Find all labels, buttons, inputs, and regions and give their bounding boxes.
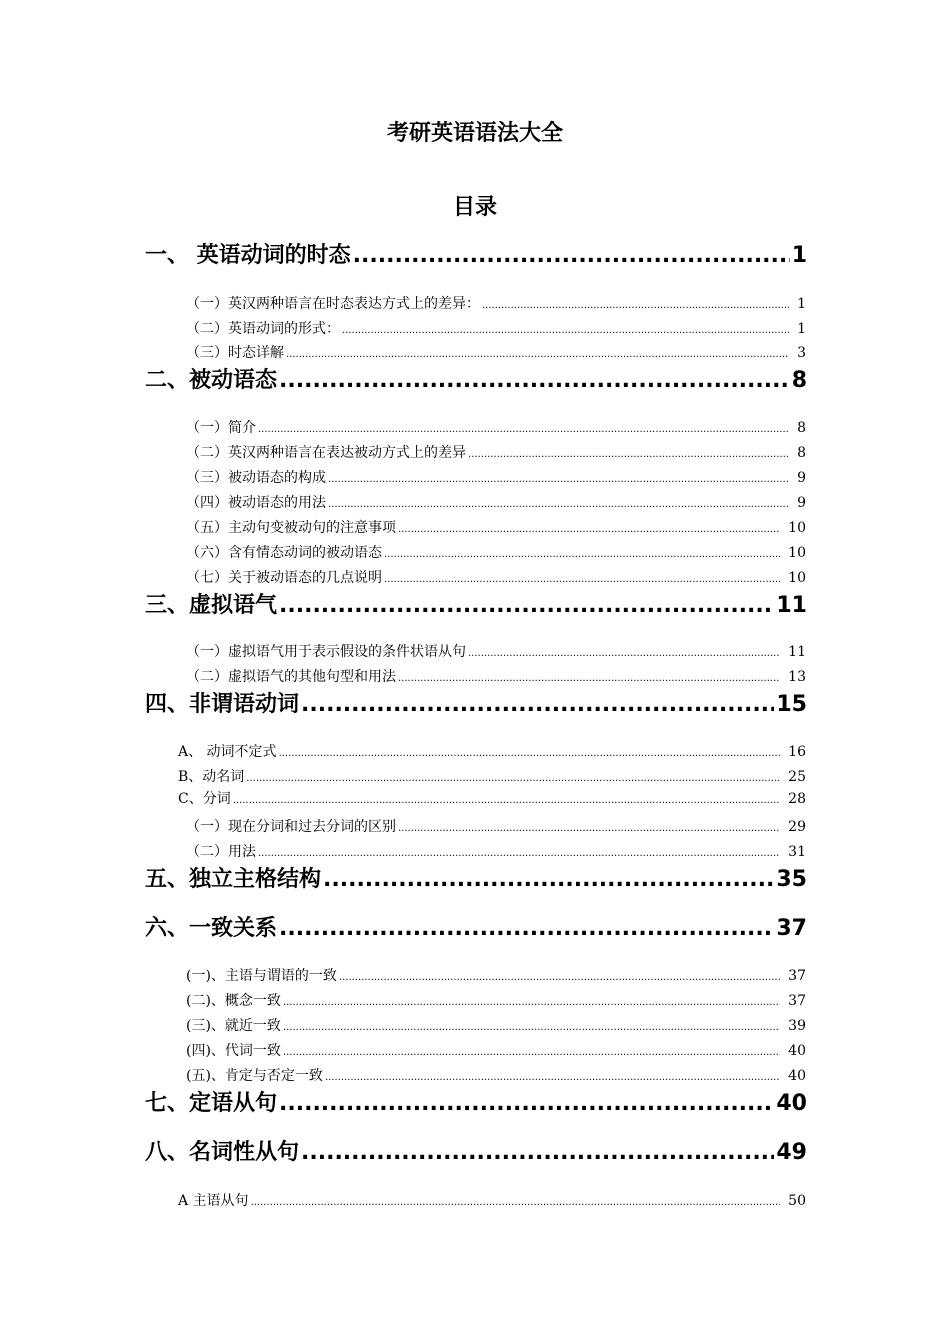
dot-leader bbox=[353, 243, 790, 268]
toc-entry-subsection[interactable] bbox=[186, 965, 806, 985]
toc-entry-subsection[interactable] bbox=[186, 1015, 806, 1035]
toc-entry-subsection[interactable] bbox=[186, 641, 806, 661]
toc-page-number: 10 bbox=[788, 520, 806, 536]
dot-leader bbox=[325, 1072, 780, 1083]
toc-page-number: 9 bbox=[797, 495, 806, 511]
toc-entry-subsection[interactable] bbox=[186, 841, 806, 861]
toc-entry-label: 八、名词性从句 bbox=[145, 1140, 300, 1165]
document-title: 考研英语语法大全 bbox=[386, 121, 563, 146]
toc-page-number: 40 bbox=[776, 1091, 807, 1116]
toc-entry-label: （六）含有情态动词的被动语态 bbox=[186, 545, 382, 561]
toc-entry-label: A 主语从句 bbox=[178, 1193, 249, 1209]
dot-leader bbox=[279, 593, 774, 618]
dot-leader bbox=[342, 325, 789, 336]
toc-page-number: 25 bbox=[788, 769, 806, 785]
toc-page-number: 1 bbox=[797, 321, 806, 337]
toc-entry-label: （四）被动语态的用法 bbox=[186, 495, 326, 511]
toc-entry-label: (三)、就近一致 bbox=[186, 1018, 281, 1034]
toc-page-number: 8 bbox=[791, 368, 807, 393]
toc-entry-subsection[interactable] bbox=[186, 542, 806, 562]
toc-entry-label: （一）虚拟语气用于表示假设的条件状语从句 bbox=[186, 644, 466, 660]
dot-leader bbox=[301, 1140, 774, 1165]
toc-page-number: 11 bbox=[776, 593, 807, 618]
dot-leader bbox=[398, 524, 780, 535]
dot-leader bbox=[323, 867, 774, 892]
toc-entry-section[interactable] bbox=[145, 687, 807, 717]
toc-entry-label: (二)、概念一致 bbox=[186, 993, 281, 1009]
toc-page-number: 39 bbox=[788, 1018, 806, 1034]
toc-page-number: 28 bbox=[788, 791, 806, 807]
toc-page-number: 49 bbox=[776, 1140, 807, 1165]
dot-leader bbox=[286, 349, 789, 360]
toc-page-number: 37 bbox=[788, 968, 806, 984]
dot-leader bbox=[384, 549, 780, 560]
toc-entry-section[interactable] bbox=[145, 1086, 807, 1116]
dot-leader bbox=[468, 449, 789, 460]
toc-entry-label: （三）被动语态的构成 bbox=[186, 470, 326, 486]
dot-leader bbox=[384, 574, 780, 585]
toc-entry-subsection[interactable] bbox=[186, 417, 806, 437]
toc-entry-label: 三、虚拟语气 bbox=[145, 593, 278, 618]
toc-entry-subsection[interactable] bbox=[186, 442, 806, 462]
toc-page-number: 40 bbox=[788, 1043, 806, 1059]
dot-leader bbox=[339, 972, 780, 983]
toc-entry-section[interactable] bbox=[145, 588, 807, 618]
toc-entry-label: A、 动词不定式 bbox=[178, 744, 277, 760]
toc-entry-subsection[interactable] bbox=[186, 318, 806, 338]
toc-entry-label: （五）主动句变被动句的注意事项 bbox=[186, 520, 396, 536]
toc-entry-label: 七、定语从句 bbox=[145, 1091, 278, 1116]
toc-page-number: 40 bbox=[788, 1068, 806, 1084]
dot-leader bbox=[233, 795, 780, 806]
toc-page-number: 16 bbox=[788, 744, 806, 760]
toc-page-number: 8 bbox=[797, 445, 806, 461]
toc-entry-subsection[interactable] bbox=[178, 741, 806, 761]
toc-entry-label: (四)、代词一致 bbox=[186, 1043, 281, 1059]
toc-entry-subsection[interactable] bbox=[186, 492, 806, 512]
toc-page-number: 15 bbox=[776, 692, 807, 717]
toc-page-number: 37 bbox=[788, 993, 806, 1009]
toc-page-number: 1 bbox=[797, 296, 806, 312]
toc-entry-subsection[interactable] bbox=[178, 766, 806, 786]
toc-entry-subsection[interactable] bbox=[178, 1190, 806, 1210]
dot-leader bbox=[398, 673, 780, 684]
toc-entry-label: 六、一致关系 bbox=[145, 916, 278, 941]
toc-entry-label: (一)、主语与谓语的一致 bbox=[186, 968, 337, 984]
dot-leader bbox=[279, 368, 790, 393]
toc-entry-subsection[interactable] bbox=[186, 1065, 806, 1085]
toc-entry-subsection[interactable] bbox=[186, 342, 806, 362]
dot-leader bbox=[283, 1047, 780, 1058]
dot-leader bbox=[283, 997, 780, 1008]
dot-leader bbox=[251, 1197, 781, 1208]
toc-entry-label: （二）英语动词的形式： bbox=[186, 321, 340, 337]
dot-leader bbox=[328, 474, 789, 485]
toc-page-number: 10 bbox=[788, 545, 806, 561]
toc-page-number: 1 bbox=[791, 243, 807, 268]
toc-entry-section[interactable] bbox=[145, 862, 807, 892]
dot-leader bbox=[398, 823, 780, 834]
toc-entry-subsection[interactable] bbox=[186, 816, 806, 836]
toc-entry-label: 二、被动语态 bbox=[145, 368, 278, 393]
toc-entry-label: 一、 英语动词的时态 bbox=[145, 243, 351, 268]
toc-page-number: 50 bbox=[788, 1193, 806, 1209]
dot-leader bbox=[279, 748, 781, 759]
dot-leader bbox=[258, 424, 789, 435]
toc-page-number: 9 bbox=[797, 470, 806, 486]
dot-leader bbox=[482, 300, 789, 311]
toc-page-number: 29 bbox=[788, 819, 806, 835]
toc-entry-label: （一）现在分词和过去分词的区别 bbox=[186, 819, 396, 835]
toc-entry-subsection[interactable] bbox=[186, 567, 806, 587]
dot-leader bbox=[279, 916, 774, 941]
toc-entry-label: （二）虚拟语气的其他句型和用法 bbox=[186, 669, 396, 685]
toc-entry-label: （二）英汉两种语言在表达被动方式上的差异 bbox=[186, 445, 466, 461]
toc-heading: 目录 bbox=[452, 195, 497, 220]
toc-entry-label: B、动名词 bbox=[178, 769, 245, 785]
toc-page-number: 3 bbox=[797, 345, 806, 361]
dot-leader bbox=[301, 692, 774, 717]
toc-page-number: 31 bbox=[788, 844, 806, 860]
toc-entry-label: 五、独立主格结构 bbox=[145, 867, 322, 892]
toc-entry-section[interactable] bbox=[145, 1135, 807, 1165]
toc-entry-label: （一）英汉两种语言在时态表达方式上的差异： bbox=[186, 296, 480, 312]
toc-entry-subsection[interactable] bbox=[186, 666, 806, 686]
toc-entry-subsection[interactable] bbox=[186, 467, 806, 487]
dot-leader bbox=[468, 648, 780, 659]
toc-entry-label: (五)、肯定与否定一致 bbox=[186, 1068, 323, 1084]
toc-entry-section[interactable] bbox=[145, 238, 807, 268]
dot-leader bbox=[258, 848, 780, 859]
dot-leader bbox=[279, 1091, 774, 1116]
toc-page-number: 13 bbox=[788, 669, 806, 685]
toc-entry-subsection[interactable] bbox=[186, 1040, 806, 1060]
toc-entry-label: （七）关于被动语态的几点说明 bbox=[186, 570, 382, 586]
dot-leader bbox=[246, 773, 780, 784]
dot-leader bbox=[283, 1022, 780, 1033]
toc-entry-label: （一）简介 bbox=[186, 420, 256, 436]
toc-page-number: 11 bbox=[788, 644, 806, 660]
toc-entry-section[interactable] bbox=[145, 911, 807, 941]
toc-entry-label: 四、非谓语动词 bbox=[145, 692, 300, 717]
toc-page-number: 10 bbox=[788, 570, 806, 586]
toc-entry-subsection[interactable] bbox=[186, 293, 806, 313]
toc-entry-label: C、分词 bbox=[178, 791, 231, 807]
toc-page-number: 37 bbox=[776, 916, 807, 941]
toc-entry-subsection[interactable] bbox=[186, 990, 806, 1010]
toc-entry-section[interactable] bbox=[145, 363, 807, 393]
toc-entry-subsection[interactable] bbox=[178, 788, 806, 808]
dot-leader bbox=[328, 499, 789, 510]
toc-entry-label: （三）时态详解 bbox=[186, 345, 284, 361]
toc-entry-label: （二）用法 bbox=[186, 844, 256, 860]
toc-page-number: 35 bbox=[776, 867, 807, 892]
toc-entry-subsection[interactable] bbox=[186, 517, 806, 537]
toc-page-number: 8 bbox=[797, 420, 806, 436]
